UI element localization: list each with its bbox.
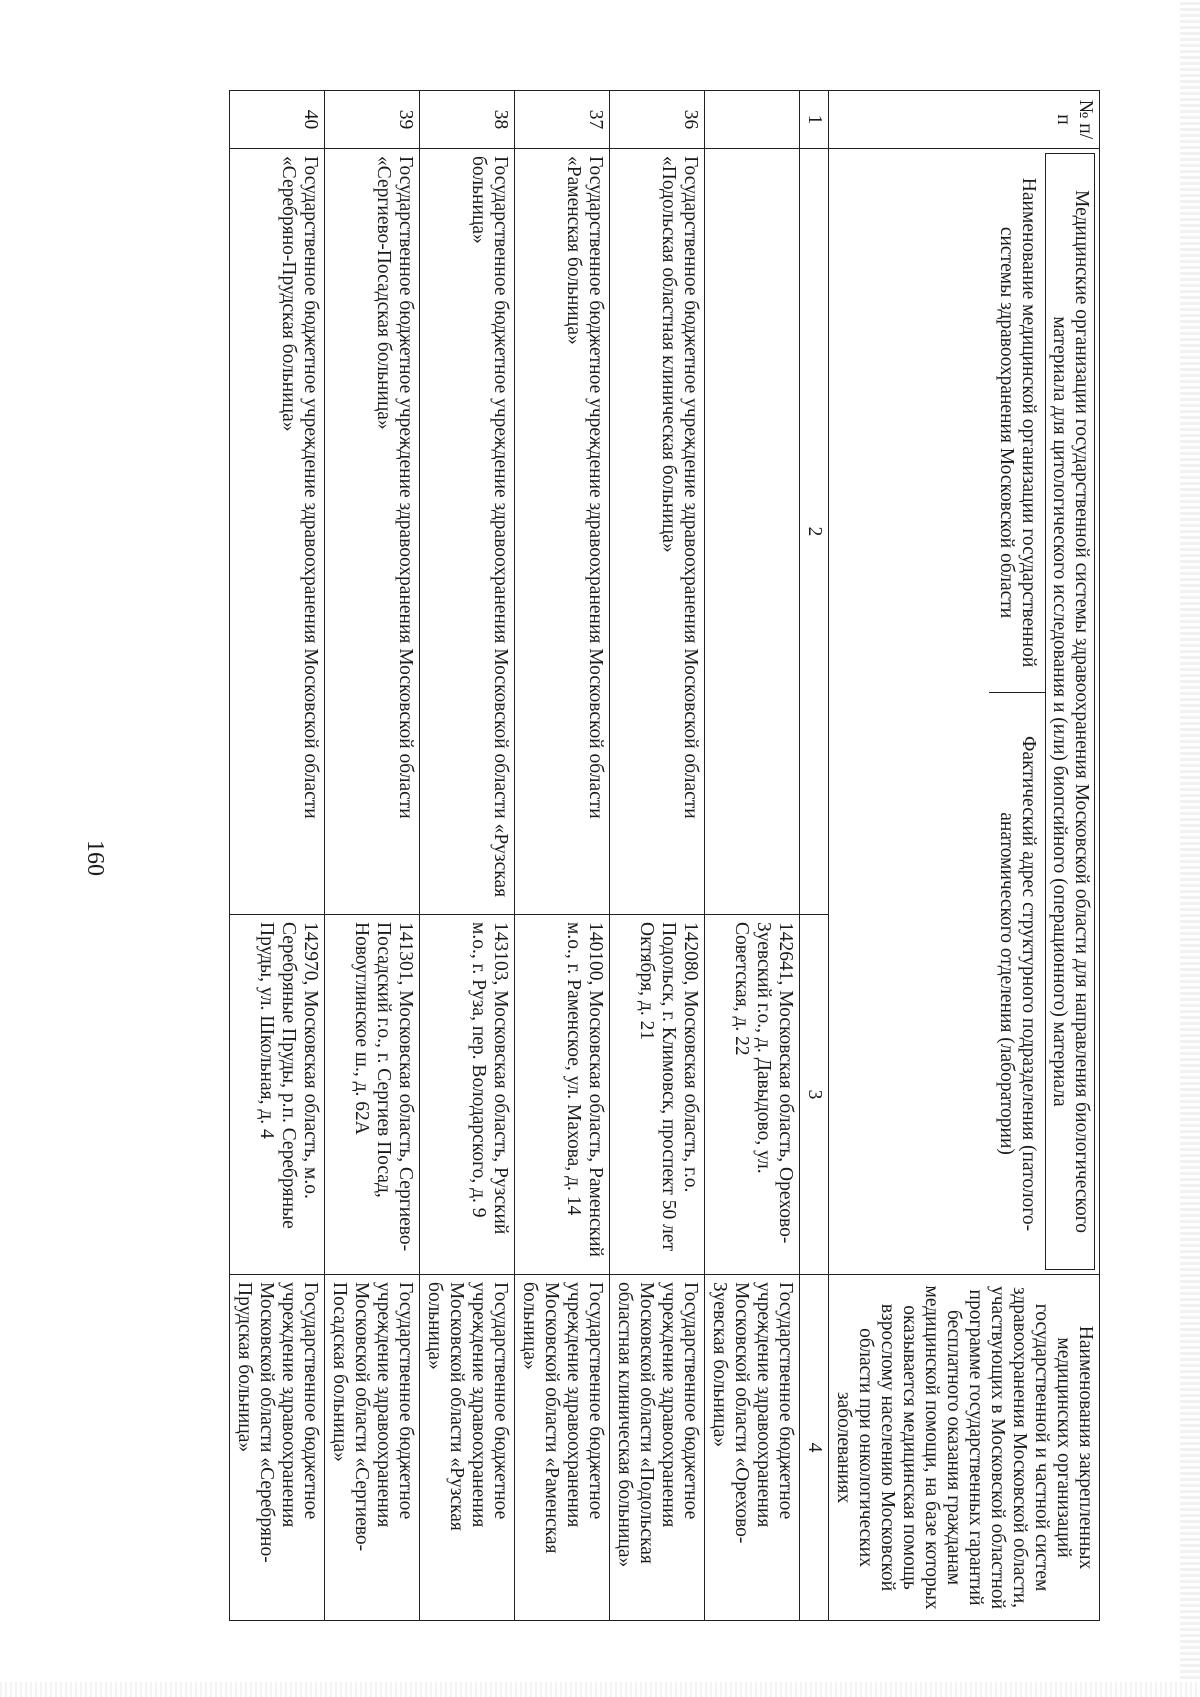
organizations-table [229, 90, 1100, 1621]
col-number: 1 [800, 91, 829, 149]
col-number: 4 [800, 1275, 829, 1621]
row-address: 142970, Московская область, м.о. Серебряные Пруды, р.п. Серебряные Пруды, ул. Школьная, д. 4 [230, 915, 325, 1275]
row-attached: Государственное бюджетное учреждение здравоохранения Московской области «Раменская больница» [515, 1275, 610, 1621]
continuation-attached: Государственное бюджетное учреждение здравоохранения Московской области «Орехово-Зуевская больница» [705, 1275, 800, 1621]
row-attached: Государственное бюджетное учреждение здравоохранения Московской области «Сергиево-Посадская больница» [325, 1275, 420, 1621]
table-header-row [829, 91, 1100, 1621]
row-name: Государственное бюджетное учреждение здравоохранения Московской области «Подольская областная клиническая больница» [610, 149, 705, 915]
scan-edge-artifact [1180, 0, 1200, 1697]
header-num: № п/п [829, 91, 1100, 149]
table-row [515, 91, 610, 1621]
scan-bottom-artifact [0, 1682, 1200, 1697]
row-attached: Государственное бюджетное учреждение здравоохранения Московской области «Подольская областная клиническая больница» [610, 1275, 705, 1621]
row-address: 143103, Московская область, Рузский м.о., г. Руза, пер. Володарского, д. 9 [420, 915, 515, 1275]
page-number: 160 [82, 840, 108, 876]
table-row [230, 91, 325, 1621]
row-name: Государственное бюджетное учреждение здравоохранения Московской области «Рузская больница» [420, 149, 515, 915]
row-num: 40 [230, 91, 325, 149]
row-attached: Государственное бюджетное учреждение здравоохранения Московской области «Серебряно-Прудская больница» [230, 1275, 325, 1621]
table-row [610, 91, 705, 1621]
table-row [420, 91, 515, 1621]
col-number: 3 [800, 915, 829, 1275]
header-merged [829, 149, 1100, 1275]
continuation-address: 142641, Московская область, Орехово-Зуевский г.о., д. Давыдово, ул. Советская, д. 22 [705, 915, 800, 1275]
header-sub-row [989, 149, 1045, 1274]
row-address: 141301, Московская область, Сергиево-Посадский г.о., г. Сергиев Посад, Новоуглинское ш., д. 62А [325, 915, 420, 1275]
row-num: 36 [610, 91, 705, 149]
row-name: Государственное бюджетное учреждение здравоохранения Московской области «Сергиево-Посадская больница» [325, 149, 420, 915]
row-name: Государственное бюджетное учреждение здравоохранения Московской области «Раменская больница» [515, 149, 610, 915]
table-row [325, 91, 420, 1621]
row-num: 37 [515, 91, 610, 149]
row-num: 38 [420, 91, 515, 149]
column-number-row [800, 91, 829, 1621]
col-number: 2 [800, 149, 829, 915]
header-col-attached: Наименования закрепленных медицинских организаций государственной и частной систем здравоохранения Московской области, участвующих в Московской областной программе государственных гарантий бесплатного оказания гражданам медицинской помощи, на базе которых оказывается медицинская помощь взрослому населению Московской области при онкологических заболеваниях [829, 1275, 1100, 1621]
continuation-row [705, 91, 800, 1621]
row-num: 39 [325, 91, 420, 149]
row-attached: Государственное бюджетное учреждение здравоохранения Московской области «Рузская больница» [420, 1275, 515, 1621]
row-address: 140100, Московская область, Раменский м.о., г. Раменское, ул. Махова, д. 14 [515, 915, 610, 1275]
row-address: 142080, Московская область, г.о. Подольск, г. Климовск, проспект 50 лет Октября, д. 21 [610, 915, 705, 1275]
header-col-name: Наименование медицинской организации государственной системы здравоохранения Московской области [989, 153, 1045, 693]
row-name: Государственное бюджетное учреждение здравоохранения Московской области «Серебряно-Прудская больница» [230, 149, 325, 915]
header-title: Медицинские организации государственной системы здравоохранения Московской области для направления биологического материала для цитологического исследования и (или) биопсийного (операционного) материала [1045, 153, 1095, 1270]
header-col-address: Фактический адрес структурного подразделения (патолого-анатомического отделения (лаборатории) [996, 736, 1039, 1232]
